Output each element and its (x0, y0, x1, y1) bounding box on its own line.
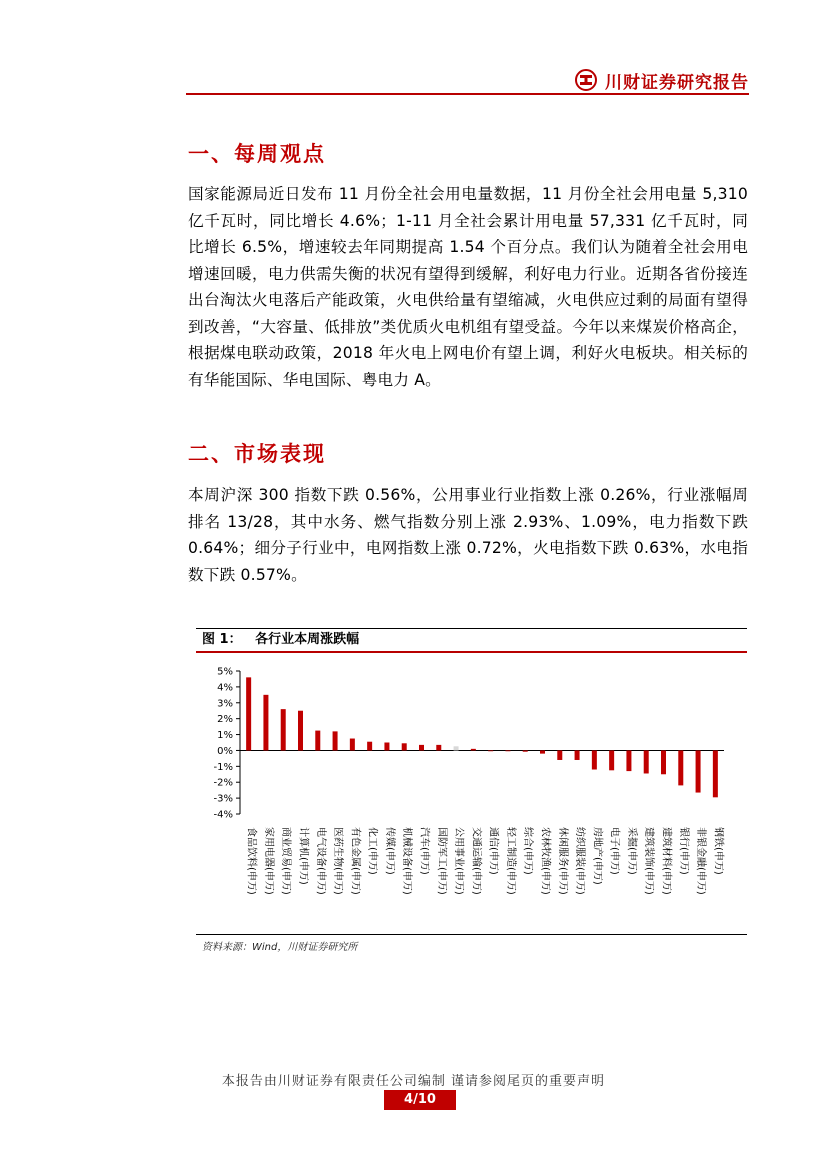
bar (402, 743, 407, 750)
bar (471, 749, 476, 751)
category-label: 电气设备(申万) (314, 827, 326, 895)
bar (540, 750, 545, 753)
bar (315, 731, 320, 751)
category-label: 计算机(申万) (297, 827, 309, 885)
figure-title-rule (196, 651, 747, 653)
bar (350, 739, 355, 751)
category-label: 化工(申万) (366, 827, 378, 875)
category-label: 银行(申万) (677, 827, 689, 875)
bar (298, 711, 303, 751)
category-label: 有色金属(申万) (349, 827, 361, 895)
bar (661, 750, 666, 774)
bar (592, 750, 597, 769)
y-tick-label: 1% (217, 730, 233, 742)
bar (626, 750, 631, 771)
y-tick-label: 4% (217, 682, 233, 694)
header-brand (575, 66, 749, 94)
figure-source: 资料来源：Wind，川财证券研究所 (202, 942, 358, 953)
category-label: 休闲服务(申万) (556, 827, 568, 895)
bar (384, 743, 389, 751)
bar (367, 742, 372, 751)
bar (505, 750, 510, 751)
category-label: 通信(申万) (487, 827, 499, 875)
bar (488, 750, 493, 751)
category-label: 机械设备(申万) (401, 827, 413, 895)
bar (436, 745, 441, 751)
y-tick-label: 5% (217, 666, 233, 678)
bar (557, 750, 562, 760)
category-label: 传媒(申万) (383, 827, 395, 875)
bar (678, 750, 683, 785)
bar (696, 750, 701, 792)
page-number: 4/10 (384, 1090, 456, 1110)
category-label: 汽车(申万) (418, 827, 430, 875)
footer-disclaimer: 本报告由川财证券有限责任公司编制 谨请参阅尾页的重要声明 (221, 1074, 606, 1089)
category-label: 家用电器(申万) (262, 827, 274, 895)
category-label: 电子(申万) (608, 827, 620, 875)
category-label: 纺织服装(申万) (574, 827, 586, 895)
category-label: 建筑装饰(申万) (643, 827, 655, 895)
weekly-view-paragraph: 国家能源局近日发布 11 月份全社会用电量数据，11 月份全社会用电量 5,310 亿千瓦时，同比增长 4.6%；1-11 月全社会累计用电量 57,331 亿千瓦时，同比增长 6.5%，增速较去年同期提高 1.54 个百分点。我们认为随着全社会用电增速回暖，电力供需失衡的状况有望得到缓解，利好电力行业。近期各省份接连出台淘汰火电落后产能政策，火电供给量有望缩减，火电供应过剩的局面有望得到改善，“大容量、低排放”类优质火电机组有望受益。今年以来煤炭价格高企，根据煤电联动政策，2018 年火电上网电价有望上调，利好火电板块。相关标的有华能国际、华电国际、粤电力 A。 (188, 185, 748, 389)
bar (263, 695, 268, 751)
bar (333, 731, 338, 750)
category-label: 食品饮料(申万) (245, 827, 257, 895)
y-tick-label: 2% (217, 714, 233, 726)
y-tick-label: -1% (213, 761, 233, 773)
header-rule (186, 93, 749, 95)
category-label: 非银金融(申万) (695, 827, 707, 895)
category-label: 钢铁(申万) (712, 827, 724, 875)
y-tick-label: -2% (213, 777, 233, 789)
bar (713, 750, 718, 797)
market-paragraph: 本周沪深 300 指数下跌 0.56%，公用事业行业指数上涨 0.26%，行业涨幅周排名 13/28，其中水务、燃气指数分别上涨 2.93%、1.09%，电力指数下跌 0.64%；细分子行业中，电网指数上涨 0.72%，火电指数下跌 0.63%，水电指数下跌 0.57%。 (188, 486, 748, 584)
bar (246, 677, 251, 750)
category-label: 采掘(申万) (625, 827, 637, 875)
category-label: 公用事业(申万) (453, 827, 465, 895)
y-tick-label: -3% (213, 793, 233, 805)
category-label: 医药生物(申万) (332, 827, 344, 895)
bar (523, 750, 528, 751)
bar (575, 750, 580, 760)
category-label: 建筑材料(申万) (660, 827, 672, 895)
figure-bottom-rule (196, 934, 747, 935)
bar (419, 745, 424, 751)
category-label: 商业贸易(申万) (280, 827, 292, 895)
category-label: 轻工制造(申万) (504, 827, 516, 895)
y-tick-label: 3% (217, 698, 233, 710)
bar (281, 709, 286, 750)
y-tick-label: -4% (213, 809, 233, 821)
header-title: 川财证券研究报告 (605, 72, 749, 93)
category-label: 农林牧渔(申万) (539, 827, 551, 895)
section-heading-weekly-view: 一、每周观点 (188, 141, 326, 166)
y-tick-label: 0% (217, 745, 233, 757)
industry-change-bar-chart (196, 655, 744, 931)
category-label: 国防军工(申万) (435, 827, 447, 895)
bar (454, 746, 459, 750)
bar (644, 750, 649, 773)
category-label: 交通运输(申万) (470, 827, 482, 895)
section-heading-market: 二、市场表现 (188, 441, 326, 466)
category-label: 综合(申万) (522, 827, 534, 875)
logo-icon (575, 69, 597, 91)
figure-top-rule (196, 628, 747, 629)
figure-title: 图 1： 各行业本周涨跌幅 (202, 632, 360, 647)
bar (609, 750, 614, 770)
category-label: 房地产(申万) (591, 827, 603, 885)
